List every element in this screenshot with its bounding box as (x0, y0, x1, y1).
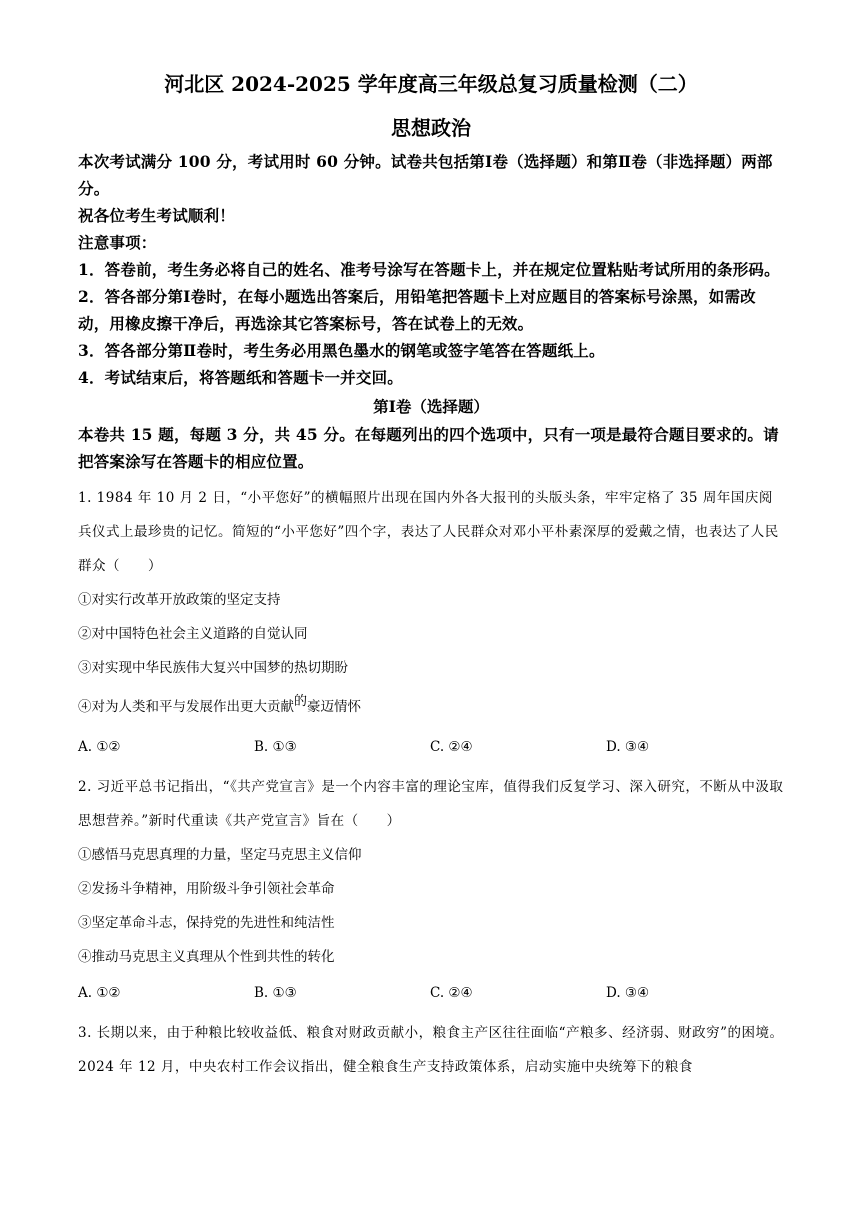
question-1-option-4-part-b: 豪迈情怀 (307, 699, 362, 715)
question-1-choice-c: C. ②④ (430, 739, 473, 755)
question-2-choice-d: D. ③④ (606, 985, 650, 1001)
intro-notice-3: 3．答各部分第Ⅱ卷时，考生务必用黑色墨水的钢笔或签字笔答在答题纸上。 (78, 341, 605, 360)
question-2-choice-b: B. ①③ (254, 985, 297, 1001)
intro-good-luck: 祝各位考生考试顺利！ (78, 206, 236, 225)
question-2-choices (78, 976, 784, 1010)
exam-title: 河北区 2024-2025 学年度高三年级总复习质量检测（二） (164, 72, 698, 96)
question-1-option-3: ③对实现中华民族伟大复兴中国梦的热切期盼 (78, 660, 348, 676)
question-1-option-1: ①对实行改革开放政策的坚定支持 (78, 592, 281, 608)
section-heading: 第Ⅰ卷（选择题） (373, 397, 489, 416)
question-1-option-4 (78, 687, 784, 728)
section-instructions: 本卷共 15 题，每题 3 分，共 45 分。在每题列出的四个选项中，只有一项是最符合题目要求的。请把答案涂写在答题卡的相应位置。 (78, 425, 779, 471)
question-1-option-2: ②对中国特色社会主义道路的自觉认同 (78, 626, 308, 642)
question-1-choice-b: B. ①③ (254, 739, 297, 755)
question-2-choice-a: A. ①② (78, 985, 121, 1001)
question-2-option-4: ④推动马克思主义真理从个性到共性的转化 (78, 949, 335, 965)
question-1-stem: 1. 1984 年 10 月 2 日，“小平您好”的横幅照片出现在国内外各大报刊的头版头条，牢牢定格了 35 周年国庆阅兵仪式上最珍贵的记忆。简短的“小平您好”四个字，表达了人民群众对邓小平朴素深厚的爱戴之情，也表达了人民群众（ ） (78, 490, 779, 574)
intro-exam-info: 本次考试满分 100 分，考试用时 60 分钟。试卷共包括第Ⅰ卷（选择题）和第Ⅱ卷（非选择题）两部分。 (78, 152, 773, 198)
intro-notice-4: 4．考试结束后，将答题纸和答题卡一并交回。 (78, 368, 403, 387)
intro-notice-heading: 注意事项： (78, 233, 157, 252)
question-3-stem: 3. 长期以来，由于种粮比较收益低、粮食对财政贡献小，粮食主产区往往面临“产粮多、经济弱、财政穷”的困境。2024 年 12 月，中央农村工作会议指出，健全粮食生产支持政策体系，启动实施中央统筹下的粮食 (78, 1025, 784, 1075)
question-1-choices (78, 730, 784, 764)
question-1-option-4-part-a: ④对为人类和平与发展作出更大贡献 (78, 699, 294, 715)
intro-notice-1: 1．答卷前，考生务必将自己的姓名、准考号涂写在答题卡上，并在规定位置粘贴考试所用的条形码。 (78, 260, 780, 279)
exam-content (78, 70, 784, 1084)
question-1-choice-d: D. ③④ (606, 739, 650, 755)
exam-subject: 思想政治 (391, 116, 471, 140)
intro-notice-2: 2．答各部分第Ⅰ卷时，在每小题选出答案后，用铅笔把答题卡上对应题目的答案标号涂黑，如需改动，用橡皮擦干净后，再选涂其它答案标号，答在试卷上的无效。 (78, 287, 756, 333)
question-2-option-2: ②发扬斗争精神，用阶级斗争引领社会革命 (78, 881, 335, 897)
question-1-choice-a: A. ①② (78, 739, 121, 755)
question-2-choice-c: C. ②④ (430, 985, 473, 1001)
question-2-stem: 2. 习近平总书记指出，“《共产党宣言》是一个内容丰富的理论宝库，值得我们反复学习、深入研究，不断从中汲取思想营养。”新时代重读《共产党宣言》旨在（ ） (78, 779, 784, 829)
question-2-option-1: ①感悟马克思真理的力量，坚定马克思主义信仰 (78, 847, 362, 863)
question-1-option-4-raised-char: 的 (294, 694, 308, 709)
question-2-option-3: ③坚定革命斗志，保持党的先进性和纯洁性 (78, 915, 335, 931)
